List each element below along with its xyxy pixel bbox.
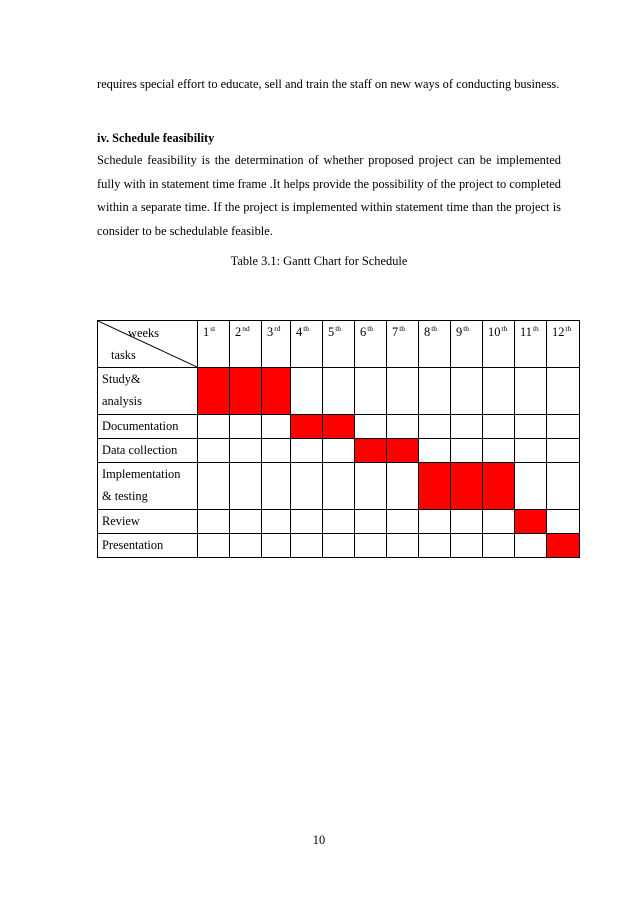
week-number: 1	[203, 325, 210, 339]
empty-week-cell	[483, 368, 515, 415]
empty-week-cell	[198, 510, 230, 534]
table-caption: Table 3.1: Gantt Chart for Schedule	[230, 254, 408, 268]
empty-week-cell	[387, 510, 419, 534]
gantt-bar-cell	[291, 415, 323, 439]
empty-week-cell	[291, 463, 323, 510]
task-row	[98, 534, 580, 558]
empty-week-cell	[262, 510, 291, 534]
empty-week-cell	[451, 534, 483, 558]
task-name-cell	[98, 439, 198, 463]
week-ordinal-suffix: th	[565, 324, 572, 333]
task-name-line: analysis	[102, 394, 142, 408]
week-header-1	[198, 321, 230, 368]
empty-week-cell	[451, 510, 483, 534]
empty-week-cell	[230, 415, 262, 439]
week-number: 2	[235, 325, 242, 339]
week-header-11	[515, 321, 547, 368]
week-number: 12	[552, 325, 565, 339]
gantt-bar-cell	[262, 368, 291, 415]
empty-week-cell	[262, 439, 291, 463]
empty-week-cell	[515, 368, 547, 415]
empty-week-cell	[291, 510, 323, 534]
empty-week-cell	[387, 463, 419, 510]
task-name-line: Review	[102, 514, 140, 528]
gantt-bar-cell	[387, 439, 419, 463]
empty-week-cell	[419, 534, 451, 558]
empty-week-cell	[230, 463, 262, 510]
empty-week-cell	[291, 368, 323, 415]
task-row	[98, 415, 580, 439]
empty-week-cell	[451, 368, 483, 415]
week-number: 4	[296, 325, 303, 339]
empty-week-cell	[419, 510, 451, 534]
week-header-6	[355, 321, 387, 368]
empty-week-cell	[323, 463, 355, 510]
week-header-4	[291, 321, 323, 368]
empty-week-cell	[198, 534, 230, 558]
empty-week-cell	[230, 439, 262, 463]
gantt-chart-table	[97, 320, 580, 558]
empty-week-cell	[451, 439, 483, 463]
week-ordinal-suffix: th	[501, 324, 508, 333]
empty-week-cell	[262, 415, 291, 439]
page-number: 10	[312, 833, 326, 847]
empty-week-cell	[355, 463, 387, 510]
task-row	[98, 368, 580, 415]
empty-week-cell	[547, 439, 580, 463]
gantt-bar-cell	[230, 368, 262, 415]
task-name-line: Data collection	[102, 443, 178, 457]
empty-week-cell	[291, 439, 323, 463]
week-ordinal-suffix: th	[463, 324, 470, 333]
empty-week-cell	[515, 415, 547, 439]
gantt-bar-cell	[451, 463, 483, 510]
week-number: 11	[520, 325, 532, 339]
week-number: 6	[360, 325, 367, 339]
week-ordinal-suffix: th	[303, 324, 310, 333]
task-row	[98, 439, 580, 463]
gantt-bar-cell	[198, 368, 230, 415]
week-header-7	[387, 321, 419, 368]
empty-week-cell	[323, 534, 355, 558]
empty-week-cell	[387, 368, 419, 415]
empty-week-cell	[451, 415, 483, 439]
week-header-9	[451, 321, 483, 368]
weeks-axis-label: weeks	[128, 326, 159, 340]
week-header-10	[483, 321, 515, 368]
task-row	[98, 510, 580, 534]
empty-week-cell	[483, 510, 515, 534]
empty-week-cell	[419, 439, 451, 463]
task-name-line: Presentation	[102, 538, 164, 552]
week-header-5	[323, 321, 355, 368]
week-ordinal-suffix: nd	[242, 324, 250, 333]
task-name-cell	[98, 463, 198, 510]
empty-week-cell	[547, 463, 580, 510]
header-row	[98, 321, 580, 368]
gantt-bar-cell	[483, 463, 515, 510]
task-name-line: & testing	[102, 489, 148, 503]
gantt-bar-cell	[323, 415, 355, 439]
week-header-8	[419, 321, 451, 368]
empty-week-cell	[323, 439, 355, 463]
gantt-bar-cell	[547, 534, 580, 558]
empty-week-cell	[262, 534, 291, 558]
week-number: 10	[488, 325, 501, 339]
empty-week-cell	[355, 510, 387, 534]
gantt-bar-cell	[355, 439, 387, 463]
week-header-12	[547, 321, 580, 368]
week-number: 5	[328, 325, 335, 339]
week-ordinal-suffix: th	[431, 324, 438, 333]
empty-week-cell	[547, 368, 580, 415]
empty-week-cell	[198, 415, 230, 439]
empty-week-cell	[515, 463, 547, 510]
task-name-line: Study&	[102, 372, 141, 386]
week-number: 3	[267, 325, 274, 339]
week-ordinal-suffix: th	[335, 324, 342, 333]
empty-week-cell	[230, 534, 262, 558]
empty-week-cell	[262, 463, 291, 510]
week-header-2	[230, 321, 262, 368]
empty-week-cell	[515, 439, 547, 463]
task-name-cell	[98, 510, 198, 534]
empty-week-cell	[547, 510, 580, 534]
task-name-cell	[98, 415, 198, 439]
empty-week-cell	[355, 415, 387, 439]
empty-week-cell	[355, 368, 387, 415]
empty-week-cell	[323, 368, 355, 415]
week-number: 7	[392, 325, 399, 339]
tasks-axis-label: tasks	[111, 348, 136, 362]
empty-week-cell	[198, 463, 230, 510]
week-header-3	[262, 321, 291, 368]
empty-week-cell	[547, 415, 580, 439]
body-paragraph: requires special effort to educate, sell and train the staff on new ways of conducting business.	[97, 77, 560, 91]
week-ordinal-suffix: th	[367, 324, 374, 333]
week-number: 8	[424, 325, 431, 339]
empty-week-cell	[291, 534, 323, 558]
empty-week-cell	[355, 534, 387, 558]
empty-week-cell	[198, 439, 230, 463]
gantt-bar-cell	[419, 463, 451, 510]
week-ordinal-suffix: st	[210, 324, 216, 333]
corner-header-cell	[98, 321, 198, 368]
empty-week-cell	[419, 368, 451, 415]
body-paragraph: Schedule feasibility is the determination of whether proposed project can be implemented fully with in statement time frame .It helps provide the possibility of the project to completed within a separate time. If the project is implemented within statement time than the project is consider to be schedulable feasible.	[97, 153, 561, 238]
task-row	[98, 463, 580, 510]
empty-week-cell	[483, 439, 515, 463]
week-ordinal-suffix: th	[532, 324, 539, 333]
section-heading: iv. Schedule feasibility	[97, 131, 215, 145]
task-name-cell	[98, 368, 198, 415]
empty-week-cell	[419, 415, 451, 439]
week-ordinal-suffix: th	[399, 324, 406, 333]
week-ordinal-suffix: rd	[274, 324, 281, 333]
empty-week-cell	[387, 534, 419, 558]
empty-week-cell	[483, 415, 515, 439]
empty-week-cell	[483, 534, 515, 558]
gantt-bar-cell	[515, 510, 547, 534]
empty-week-cell	[515, 534, 547, 558]
empty-week-cell	[323, 510, 355, 534]
week-number: 9	[456, 325, 463, 339]
task-name-line: Documentation	[102, 419, 179, 433]
empty-week-cell	[230, 510, 262, 534]
task-name-cell	[98, 534, 198, 558]
task-name-line: Implementation	[102, 467, 181, 481]
empty-week-cell	[387, 415, 419, 439]
